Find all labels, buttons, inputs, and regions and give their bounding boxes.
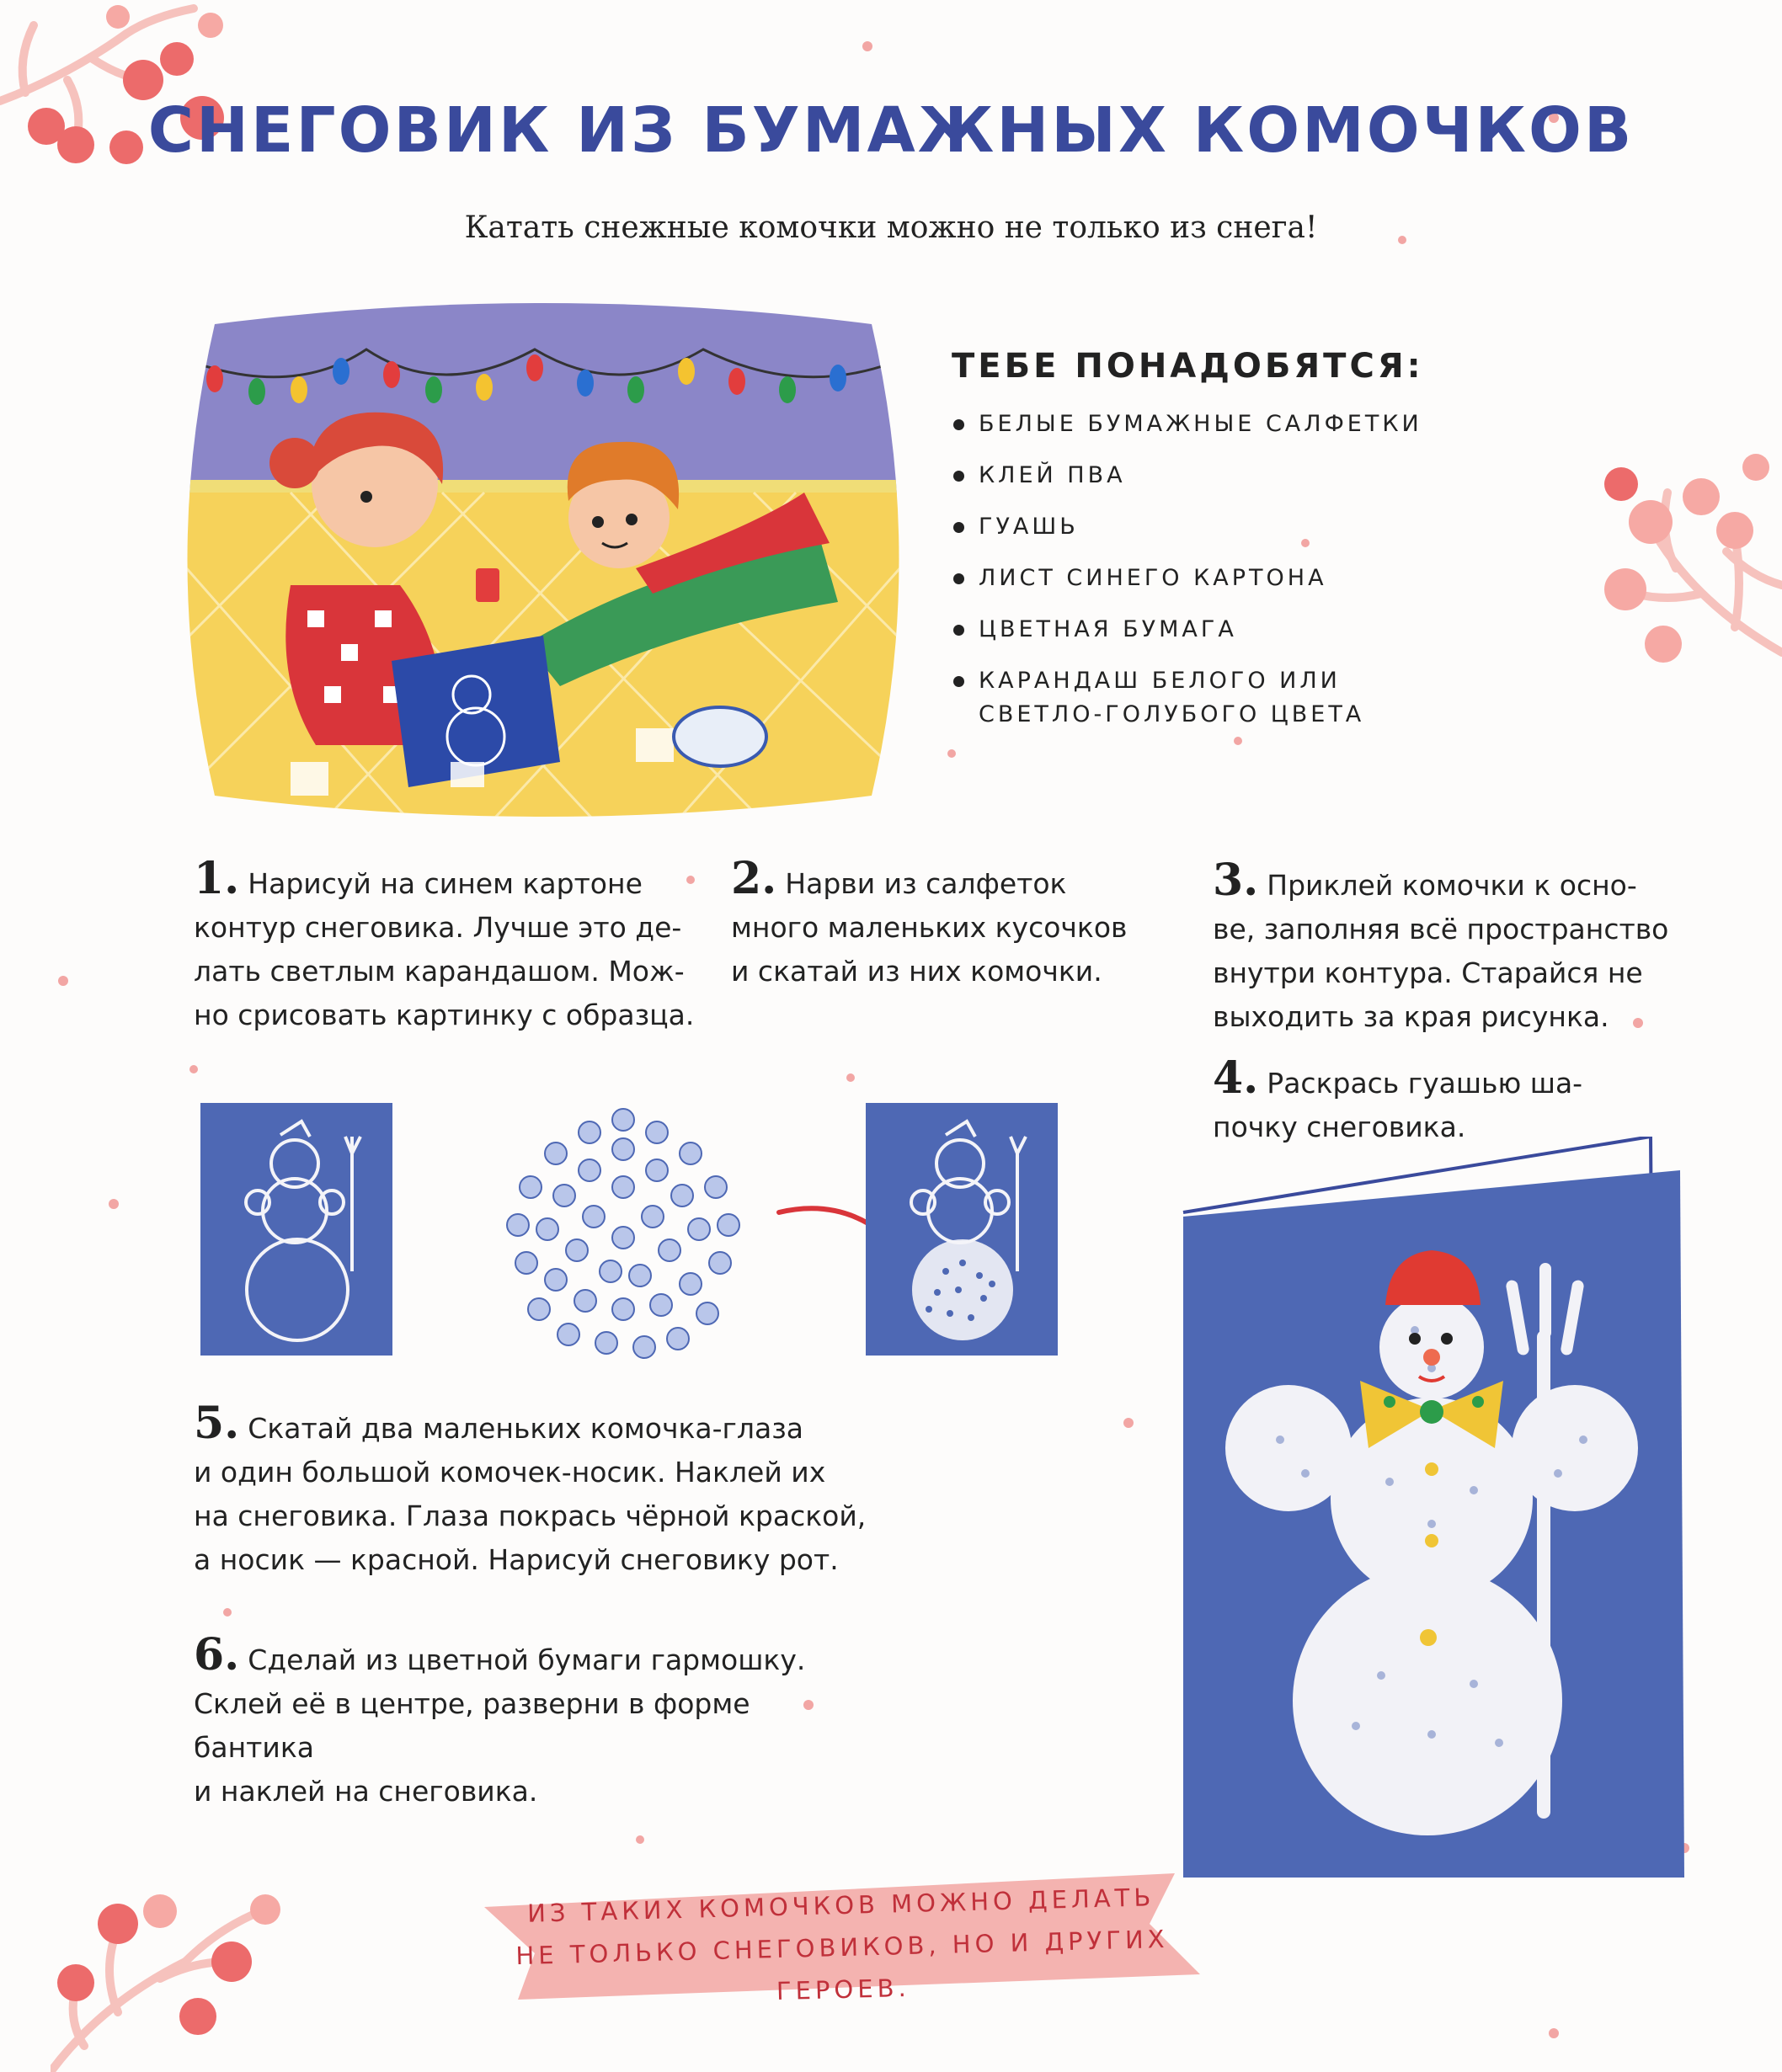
step-text: Сделай из цветной бумаги гармошку. Склей её в центре, разверни в форме бантика и наклей на снеговика.	[194, 1643, 806, 1808]
step-number: 2.	[731, 853, 777, 904]
tip-banner-text: ИЗ ТАКИХ КОМОЧКОВ МОЖНО ДЕЛАТЬ НЕ ТОЛЬКО СНЕГОВИКОВ, НО И ДРУГИХ ГЕРОЕВ.	[515, 1883, 1169, 2006]
materials-heading: ТЕБЕ ПОНАДОБЯТСЯ:	[952, 347, 1424, 386]
materials-list	[952, 407, 1450, 749]
step-text: Скатай два маленьких комочка-глаза и один большой комочек-носик. Наклей их на снеговика. Глаза покрась чёрной краской, а носик — красной. Нарисуй снеговику рот.	[194, 1412, 867, 1576]
step-text: Нарви из салфеток много маленьких кусочков и скатай из них комочки.	[731, 867, 1128, 988]
step-number: 4.	[1213, 1052, 1259, 1104]
step-text: Раскрась гуашью ша- почку снеговика.	[1213, 1067, 1583, 1143]
step-number: 5.	[194, 1398, 240, 1449]
step-1	[194, 853, 733, 1037]
materials-item: ГУАШЬ	[952, 510, 1450, 544]
finished-snowman-card	[1179, 1137, 1701, 1886]
materials-item: ЦВЕТНАЯ БУМАГА	[952, 613, 1450, 647]
step-number: 1.	[194, 853, 240, 904]
step-text: Нарисуй на синем картоне контур снеговика. Лучше это де- лать светлым карандашом. Мож- но срисовать картинку с образца.	[194, 867, 695, 1031]
step-5	[194, 1398, 867, 1582]
materials-item: КАРАНДАШ БЕЛОГО ИЛИ СВЕТЛО-ГОЛУБОГО ЦВЕТА	[952, 664, 1450, 732]
step-number: 6.	[194, 1629, 240, 1681]
step-text: Приклей комочки к осно- ве, заполняя всё пространство внутри контура. Старайся не выходить за края рисунка.	[1213, 869, 1669, 1033]
materials-item: ЛИСТ СИНЕГО КАРТОНА	[952, 562, 1450, 595]
snowman-partly-filled-card	[866, 1103, 1058, 1356]
step-2	[731, 853, 1169, 993]
step-number: 3.	[1213, 855, 1259, 906]
materials-item: КЛЕЙ ПВА	[952, 459, 1450, 493]
page-title: СНЕГОВИК ИЗ БУМАЖНЫХ КОМОЧКОВ	[147, 94, 1635, 167]
page-subtitle: Катать снежные комочки можно не только из снега!	[464, 210, 1318, 245]
step-6	[194, 1629, 867, 1814]
snowman-outline-card	[200, 1103, 392, 1356]
kids-crafting-illustration	[164, 290, 922, 829]
step-3	[1213, 855, 1684, 1039]
step-4	[1213, 1052, 1684, 1149]
paper-balls-cluster	[484, 1095, 762, 1372]
materials-item: БЕЛЫЕ БУМАЖНЫЕ САЛФЕТКИ	[952, 407, 1450, 441]
